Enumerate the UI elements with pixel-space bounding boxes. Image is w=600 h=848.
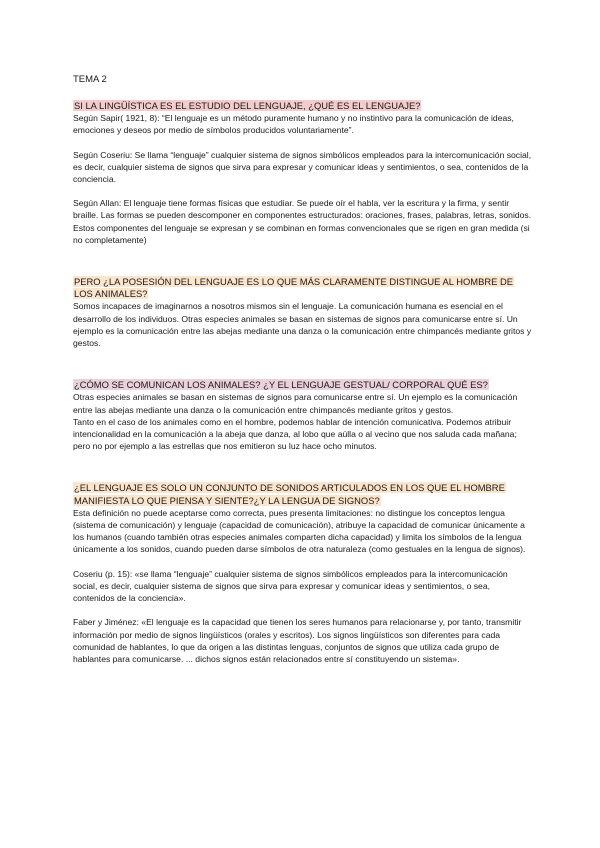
highlighted-heading-text: ¿CÓMO SE COMUNICAN LOS ANIMALES? ¿Y EL LENGUAJE GESTUAL/ CORPORAL QUÉ ES? [74, 379, 488, 391]
paragraph-faber-jimenez: Faber y Jiménez: «El lenguaje es la capacidad que tienen los seres humanos para relacionarse y, por tanto, transmitir información por medio de signos lingüísticos (orales y escritos). Los signos lingüísticos son diferentes para cada comunidad de hablantes, lo que da origen a las distintas lenguas, conjuntos de signos que utiliza cada grupo de hablantes para comunicarse. ... dichos signos están relacionados entre sí constituyendo un sistema». [73, 617, 522, 664]
paragraph-sapir: Según Sapir( 1921, 8): “El lenguaje es un método puramente humano y no instintivo para la comunicación de ideas, emociones y deseos por medio de símbolos producidos voluntariamente”. [73, 113, 514, 136]
paragraph-coseriu: Según Coseriu: Se llama “lenguaje” cualquier sistema de signos simbólicos empleados para la intercomunicación social, es decir, cualquier sistema de signos que sirva para expresar y comunicar ideas y sentimientos, o sea, contenidos de la conciencia. [73, 149, 532, 185]
highlighted-heading-text: PERO ¿LA POSESIÓN DEL LENGUAJE ES LO QUE MÁS CLARAMENTE DISTINGUE AL HOMBRE DE LOS ANIMALES? [74, 276, 513, 300]
section-heading [73, 276, 533, 300]
paragraph-human-communication: Somos incapaces de imaginarnos a nosotros mismos sin el lenguaje. La comunicación humana es esencial en el desarrollo de los individuos. Otras especies animales se basan en sistemas de signos para comunicarse entre sí. Un ejemplo es la comunicación entre las abejas mediante una danza o la comunicación entre chimpancés mediante gritos y gestos. [73, 301, 532, 349]
document-title: TEMA 2 [73, 74, 107, 85]
highlighted-heading-text: ¿EL LENGUAJE ES SOLO UN CONJUNTO DE SONIDOS ARTICULADOS EN LOS QUE EL HOMBRE MANIFIESTA LO QUE PIENSA Y SIENTE?¿Y LA LENGUA DE SIGNOS? [74, 482, 505, 506]
section-heading [73, 379, 533, 391]
paragraph-definition-limits: Esta definición no puede aceptarse como correcta, pues presenta limitaciones: no distingue los conceptos lengua (sistema de comunicación) y lenguaje (capacidad de comunicación), atribuye la capacidad de comunicar únicamente a los humanos (cuando también otras especies animales comparten dicha capacidad) y limita los símbolos de la lengua únicamente a los sonidos, cuando pueden darse símbolos de otra naturaleza (como gestuales en la lengua de signos). [73, 507, 526, 555]
section-articulated-sounds [73, 482, 533, 665]
section-heading [73, 482, 533, 506]
paragraph-intention: Tanto en el caso de los animales como en el hombre, podemos hablar de intención comunicativa. Podemos atribuir intencionalidad en la comunicación a la abeja que danza, al lobo que aúlla o al vecino que nos saluda cada mañana; pero no por ejemplo a las estrellas que nos emitieron su luz hace ocho minutos. [73, 416, 517, 452]
paragraph-allan: Según Allan: El lenguaje tiene formas físicas que estudiar. Se puede oír el habla, ver la escritura y la firma, y sentir braille. Las formas se pueden descomponer en componentes estructurados: oraciones, frases, palabras, letras, sonidos. Estos componentes del lenguaje se expresan y se combinan en formas convencionales que se rigen en gran medida (si no completamente) [73, 198, 532, 245]
highlighted-heading-text: SI LA LINGÜÍSTICA ES EL ESTUDIO DEL LENGUAJE, ¿QUÉ ES EL LENGUAJE? [74, 100, 421, 111]
paragraph-coseriu-quote: Coseriu (p. 15): «se llama “lenguaje” cualquier sistema de signos simbólicos empleados para la intercomunicación social, es decir, cualquier sistema de signos que sirva para expresar y comunicar ideas y sentimientos, o sea, contenidos de la conciencia». [73, 568, 508, 604]
paragraph-animal-signs: Otras especies animales se basan en sistemas de signos para comunicarse entre sí. Un ejemplo es la comunicación entre las abejas mediante una danza o la comunicación entre chimpancés mediante gritos y gestos. [73, 392, 518, 415]
section-what-is-language [73, 100, 533, 246]
document-body [73, 73, 533, 665]
section-language-distinguishes-man [73, 276, 533, 349]
section-animal-communication [73, 379, 533, 452]
section-heading [73, 100, 533, 112]
